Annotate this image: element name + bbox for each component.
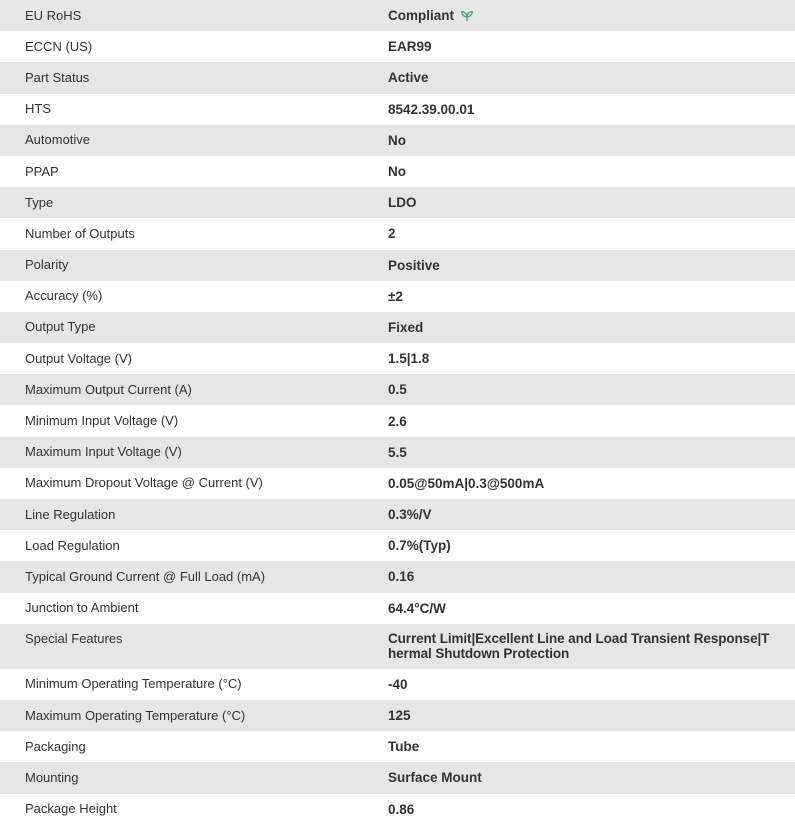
spec-row-automotive xyxy=(0,125,795,156)
spec-row-output-voltage xyxy=(0,343,795,374)
spec-label: Special Features xyxy=(25,630,123,646)
spec-row-mounting xyxy=(0,762,795,793)
spec-row-min-input-voltage xyxy=(0,405,795,436)
spec-value xyxy=(388,0,795,31)
spec-label: EU RoHS xyxy=(25,7,82,23)
spec-label: Maximum Dropout Voltage @ Current (V) xyxy=(25,475,263,491)
spec-value: No xyxy=(388,132,406,148)
spec-label: Number of Outputs xyxy=(25,225,135,241)
spec-label: Automotive xyxy=(25,132,91,148)
spec-label: Line Regulation xyxy=(25,506,116,522)
spec-value: LDO xyxy=(388,195,417,211)
spec-label: Load Regulation xyxy=(25,537,120,553)
leaf-icon xyxy=(460,9,474,23)
spec-row-number-of-outputs xyxy=(0,218,795,249)
spec-value: 125 xyxy=(388,708,411,724)
spec-label: PPAP xyxy=(25,163,59,179)
spec-row-max-input-voltage xyxy=(0,437,795,468)
spec-row-max-dropout-voltage xyxy=(0,468,795,499)
spec-value: -40 xyxy=(388,676,408,692)
spec-value: 8542.39.00.01 xyxy=(388,101,475,117)
spec-label: Maximum Input Voltage (V) xyxy=(25,444,182,460)
spec-row-junction-to-ambient xyxy=(0,593,795,624)
spec-row-hts xyxy=(0,94,795,125)
spec-label: Mounting xyxy=(25,769,79,785)
spec-value: 2 xyxy=(388,226,396,242)
spec-row-part-status xyxy=(0,62,795,93)
spec-value: EAR99 xyxy=(388,39,432,55)
spec-label: HTS xyxy=(25,101,51,117)
spec-row-ppap xyxy=(0,156,795,187)
spec-row-max-operating-temp xyxy=(0,700,795,731)
spec-value: 0.3%/V xyxy=(388,507,432,523)
spec-row-eccn xyxy=(0,31,795,62)
spec-label: Accuracy (%) xyxy=(25,288,103,304)
spec-label: Polarity xyxy=(25,257,69,273)
spec-value: Active xyxy=(388,70,429,86)
spec-value-text: Compliant xyxy=(388,8,454,24)
spec-value: Tube xyxy=(388,739,420,755)
spec-row-accuracy xyxy=(0,281,795,312)
spec-value: Surface Mount xyxy=(388,770,482,786)
spec-value: No xyxy=(388,164,406,180)
spec-value: 5.5 xyxy=(388,444,407,460)
spec-value: 1.5|1.8 xyxy=(388,351,430,367)
spec-row-max-output-current xyxy=(0,374,795,405)
spec-value: 0.05@50mA|0.3@500mA xyxy=(388,475,545,491)
spec-value: Current Limit|Excellent Line and Load Transient Response|Thermal Shutdown Protection xyxy=(388,630,770,661)
spec-row-packaging xyxy=(0,731,795,762)
spec-row-package-height xyxy=(0,794,795,825)
spec-row-output-type xyxy=(0,312,795,343)
spec-value: 0.5 xyxy=(388,382,407,398)
spec-value: 0.7%(Typ) xyxy=(388,538,451,554)
spec-row-eu-rohs xyxy=(0,0,795,31)
spec-value: Fixed xyxy=(388,319,424,335)
spec-label: Minimum Operating Temperature (°C) xyxy=(25,676,242,692)
spec-row-min-operating-temp xyxy=(0,669,795,700)
spec-row-polarity xyxy=(0,250,795,281)
spec-value: 2.6 xyxy=(388,413,407,429)
spec-label: Output Type xyxy=(25,319,96,335)
spec-row-ground-current xyxy=(0,561,795,592)
spec-value: Positive xyxy=(388,257,440,273)
spec-value: 0.86 xyxy=(388,801,415,817)
spec-label: Packaging xyxy=(25,738,86,754)
spec-label: Type xyxy=(25,194,54,210)
spec-label: Output Voltage (V) xyxy=(25,350,132,366)
spec-label: Typical Ground Current @ Full Load (mA) xyxy=(25,568,266,584)
spec-label: Maximum Operating Temperature (°C) xyxy=(25,707,246,723)
spec-row-special-features xyxy=(0,624,795,669)
spec-label: Minimum Input Voltage (V) xyxy=(25,413,179,429)
spec-label: Part Status xyxy=(25,69,90,85)
spec-row-type xyxy=(0,187,795,218)
spec-label: Junction to Ambient xyxy=(25,600,139,616)
spec-label: ECCN (US) xyxy=(25,38,93,54)
spec-value: 0.16 xyxy=(388,569,415,585)
spec-label: Package Height xyxy=(25,801,117,817)
spec-row-load-regulation xyxy=(0,530,795,561)
spec-label: Maximum Output Current (A) xyxy=(25,381,192,397)
spec-row-line-regulation xyxy=(0,499,795,530)
spec-value: ±2 xyxy=(388,288,403,304)
spec-value: 64.4°C/W xyxy=(388,600,446,616)
